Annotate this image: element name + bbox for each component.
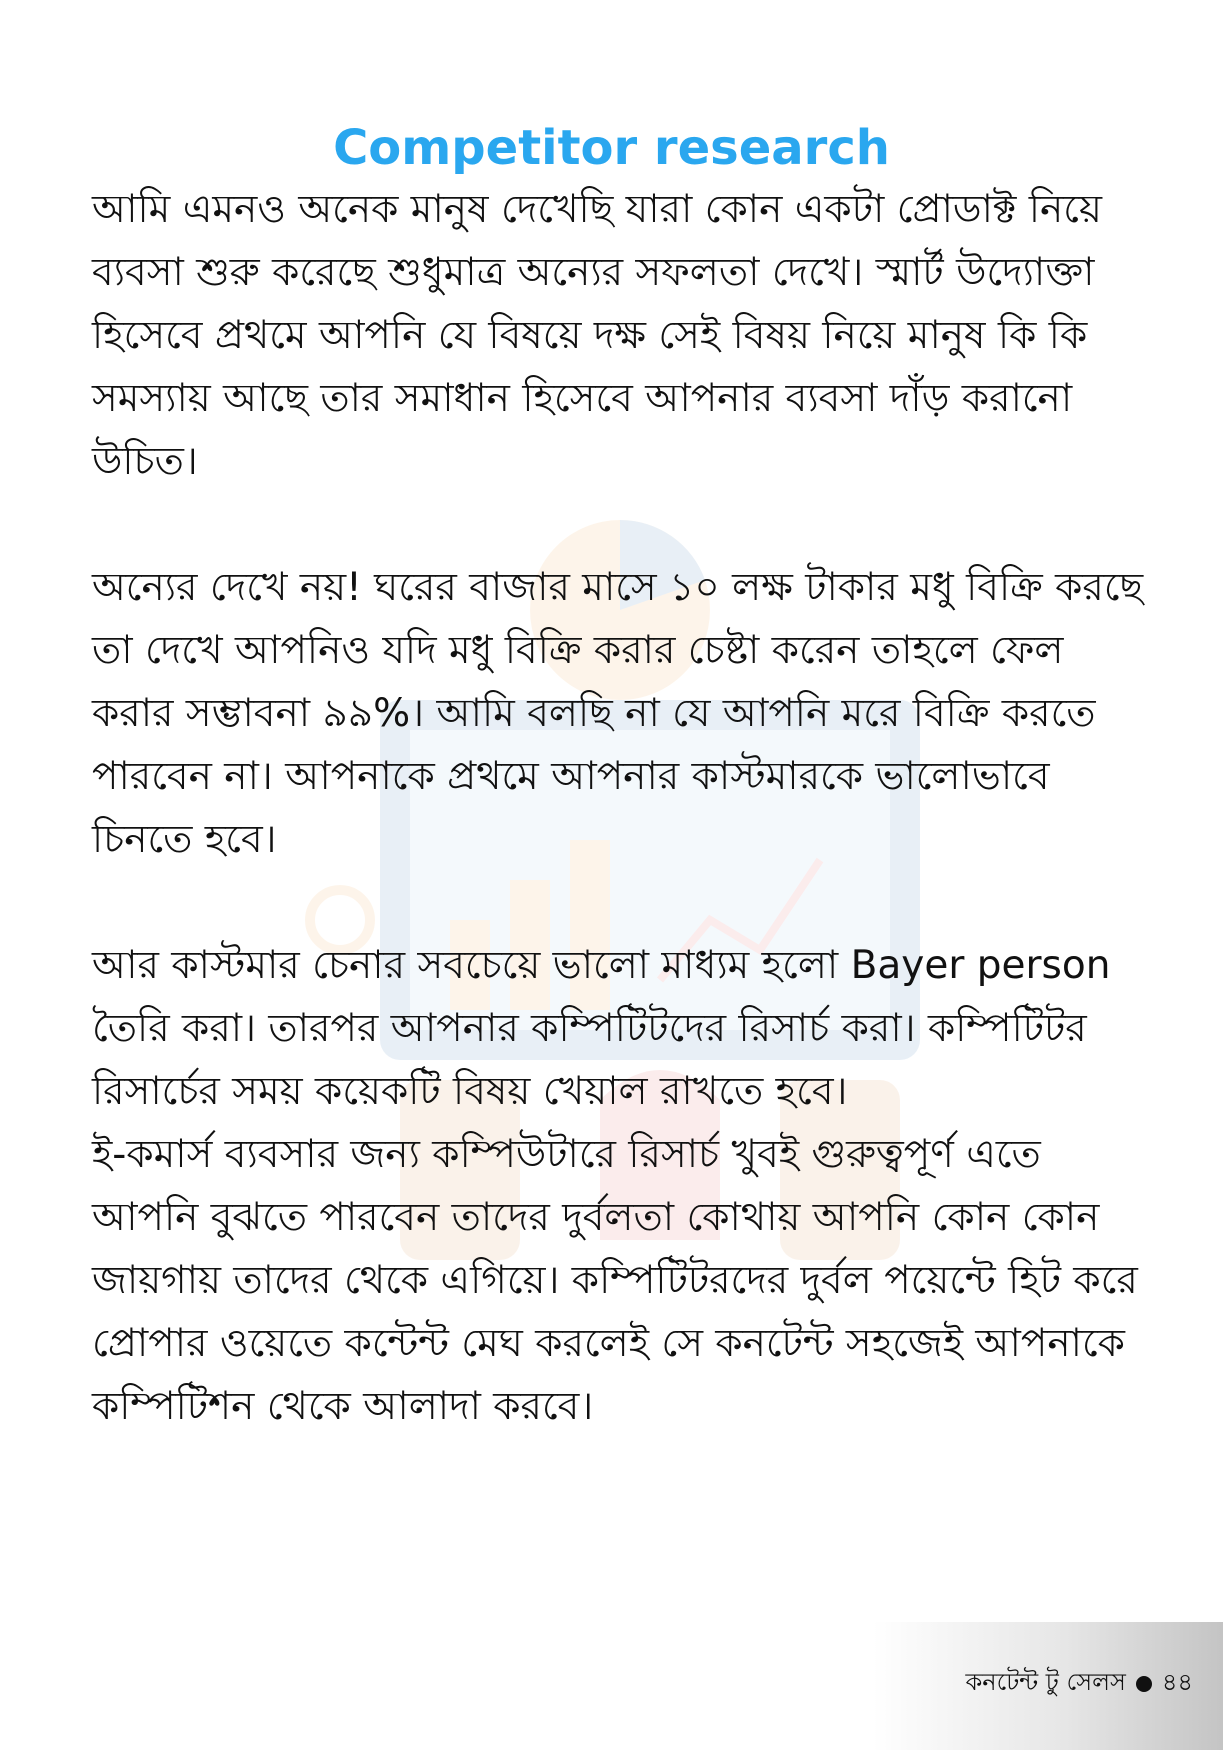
paragraph-spacer xyxy=(92,871,1152,934)
paragraph-3: আর কাস্টমার চেনার সবচেয়ে ভালো মাধ্যম হলো Bayer person তৈরি করা। তারপর আপনার কম্পিটিটদের রিসার্চ করা। কম্পিটিটর রিসার্চের সময় কয়েকটি বিষয় খেয়াল রাখতে হবে। xyxy=(92,943,1111,1114)
page-title: Competitor research xyxy=(333,120,890,177)
paragraph-spacer xyxy=(92,493,1152,556)
page-number: ৪৪ xyxy=(1161,1668,1193,1696)
bullet-dot-icon xyxy=(1136,1676,1152,1692)
paragraph-1: আমি এমনও অনেক মানুষ দেখেছি যারা কোন একটা প্রোডাক্ট নিয়ে ব্যবসা শুরু করেছে শুধুমাত্র অন্যের সফলতা দেখে। স্মার্ট উদ্যোক্তা হিসেবে প্রথমে আপনি যে বিষয়ে দক্ষ সেই বিষয় নিয়ে মানুষ কি কি সমস্যায় আছে তার সমাধান হিসেবে আপনার ব্যবসা দাঁড় করানো উচিত। xyxy=(92,187,1102,484)
page-footer xyxy=(965,1664,1193,1704)
paragraph-2: অন্যের দেখে নয়! ঘরের বাজার মাসে ১০ লক্ষ টাকার মধু বিক্রি করছে তা দেখে আপনিও যদি মধু বিক্রি করার চেষ্টা করেন তাহলে ফেল করার সম্ভাবনা ৯৯%। আমি বলছি না যে আপনি মরে বিক্রি করতে পারবেন না। আপনাকে প্রথমে আপনার কাস্টমারকে ভালোভাবে চিনতে হবে। xyxy=(92,565,1144,862)
document-body xyxy=(92,178,1152,1438)
paragraph-4: ই-কমার্স ব্যবসার জন্য কম্পিউটারে রিসার্চ খুবই গুরুত্বপূর্ণ এতে আপনি বুঝতে পারবেন তাদের দুর্বলতা কোথায় আপনি কোন কোন জায়গায় তাদের থেকে এগিয়ে। কম্পিটিটরদের দুর্বল পয়েন্টে হিট করে প্রোপার ওয়েতে কন্টেন্ট মেঘ করলেই সে কনটেন্ট সহজেই আপনাকে কম্পিটিশন থেকে আলাদা করবে। xyxy=(92,1132,1138,1429)
footer-book-title: কনটেন্ট টু সেলস xyxy=(965,1668,1126,1696)
